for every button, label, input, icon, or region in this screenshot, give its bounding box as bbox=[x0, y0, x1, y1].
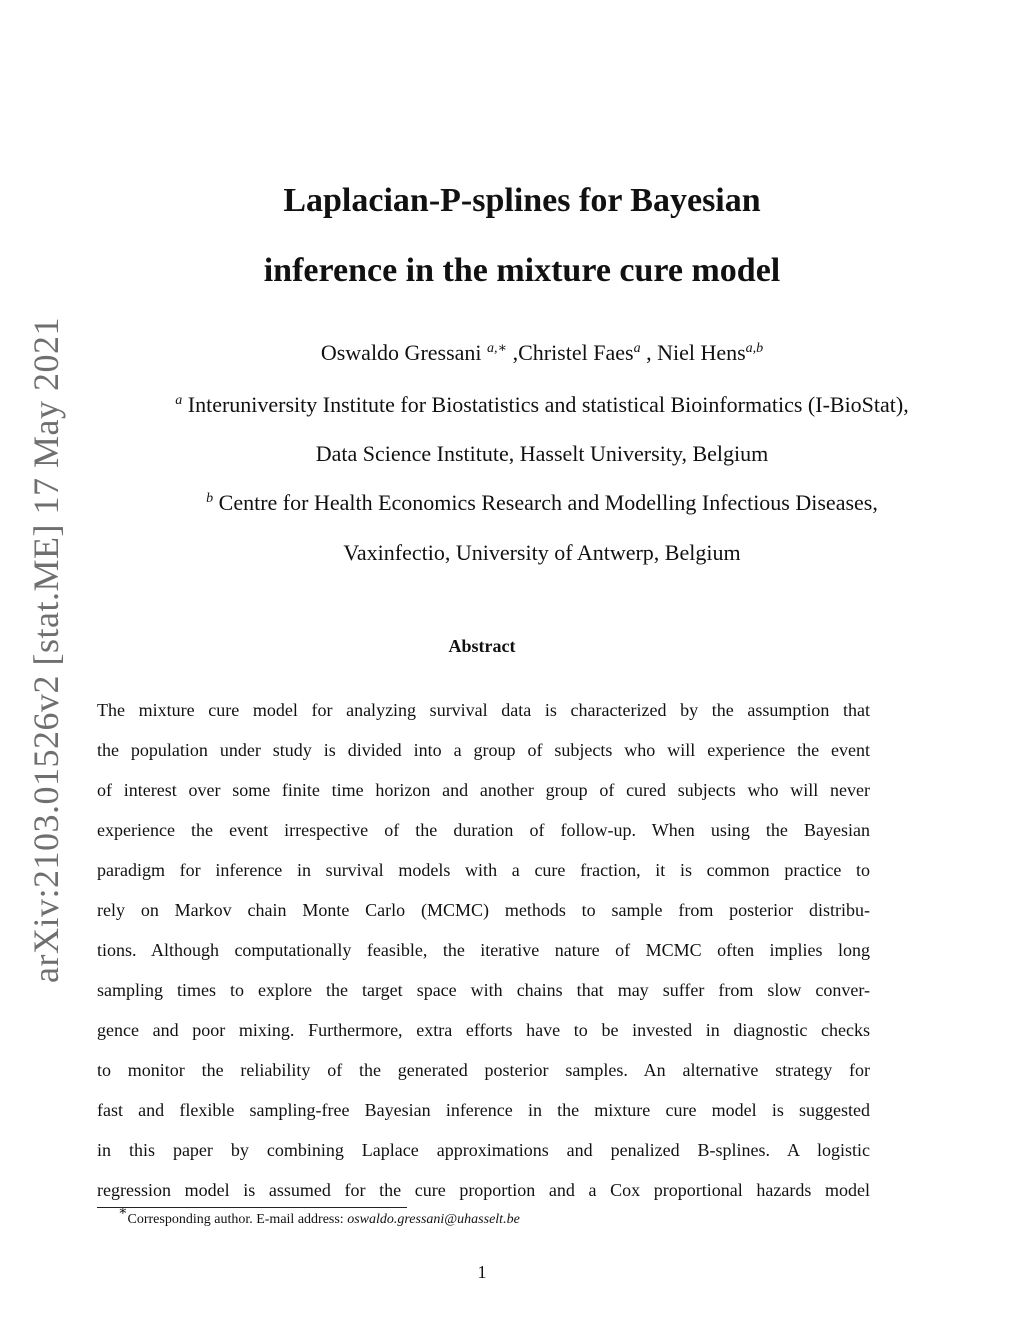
author-name: Oswaldo Gressani bbox=[320, 340, 482, 365]
abstract-line: The mixture cure model for analyzing survival data is characterized by the assumption that bbox=[97, 700, 870, 720]
author-affiliation-mark: a bbox=[633, 341, 641, 356]
abstract-line: in this paper by combining Laplace approximations and penalized B-splines. A logistic bbox=[97, 1140, 870, 1160]
abstract-line: the population under study is divided into a group of subjects who will experience the event bbox=[97, 740, 870, 760]
affiliation-mark: a bbox=[175, 393, 183, 408]
abstract-line: paradigm for inference in survival models with a cure fraction, it is common practice to bbox=[97, 860, 870, 880]
footnote-mark: ∗ bbox=[118, 1204, 128, 1219]
footnote-divider bbox=[97, 1207, 407, 1208]
affiliation-text: Centre for Health Economics Research and Modelling Infectious Diseases, bbox=[218, 490, 878, 515]
abstract-line: gence and poor mixing. Furthermore, extra efforts have to be invested in diagnostic checks bbox=[97, 1020, 870, 1040]
abstract-line: tions. Although computationally feasible, the iterative nature of MCMC often implies long bbox=[97, 940, 870, 960]
author-affiliation-mark: a,b bbox=[745, 341, 764, 356]
footnote bbox=[118, 1204, 520, 1228]
abstract-line: regression model is assumed for the cure proportion and a Cox proportional hazards model bbox=[97, 1180, 870, 1200]
affiliation-b-line-1 bbox=[30, 490, 1024, 516]
arxiv-stamp-text: arXiv:2103.01526v2 [stat.ME] 17 May 2021 bbox=[26, 317, 66, 983]
abstract-line: rely on Markov chain Monte Carlo (MCMC) methods to sample from posterior distribu- bbox=[97, 900, 870, 920]
affiliation-a-line-2: Data Science Institute, Hasselt University, Belgium bbox=[315, 441, 769, 466]
affiliation-text: Interuniversity Institute for Biostatistics and statistical Bioinformatics (I-BioStat), bbox=[187, 392, 909, 417]
abstract-line: experience the event irrespective of the duration of follow-up. When using the Bayesian bbox=[97, 820, 870, 840]
abstract-line: sampling times to explore the target space with chains that may suffer from slow conver- bbox=[97, 980, 870, 1000]
abstract-line: fast and flexible sampling-free Bayesian inference in the mixture cure model is suggested bbox=[97, 1100, 870, 1120]
affiliation-b-line-2: Vaxinfectio, University of Antwerp, Belgium bbox=[343, 540, 741, 565]
abstract-line: of interest over some finite time horizon and another group of cured subjects who will never bbox=[97, 780, 870, 800]
corresponding-author-email[interactable]: oswaldo.gressani@uhasselt.be bbox=[347, 1212, 520, 1227]
author-name: , Niel Hens bbox=[646, 340, 746, 365]
footnote-text: Corresponding author. E-mail address: bbox=[127, 1212, 348, 1227]
abstract-heading: Abstract bbox=[448, 636, 516, 656]
author-list bbox=[30, 340, 1024, 366]
author-affiliation-mark: a,∗ bbox=[487, 341, 508, 356]
affiliation-mark: b bbox=[206, 491, 214, 506]
affiliation-a-line-1 bbox=[30, 392, 1024, 418]
paper-title-line-2: inference in the mixture cure model bbox=[263, 252, 781, 289]
abstract-body bbox=[97, 690, 870, 1210]
author-name: ,Christel Faes bbox=[512, 340, 634, 365]
paper-title-line-1: Laplacian-P-splines for Bayesian bbox=[283, 182, 761, 219]
page-number: 1 bbox=[477, 1262, 487, 1282]
abstract-line: to monitor the reliability of the generated posterior samples. An alternative strategy for bbox=[97, 1060, 870, 1080]
